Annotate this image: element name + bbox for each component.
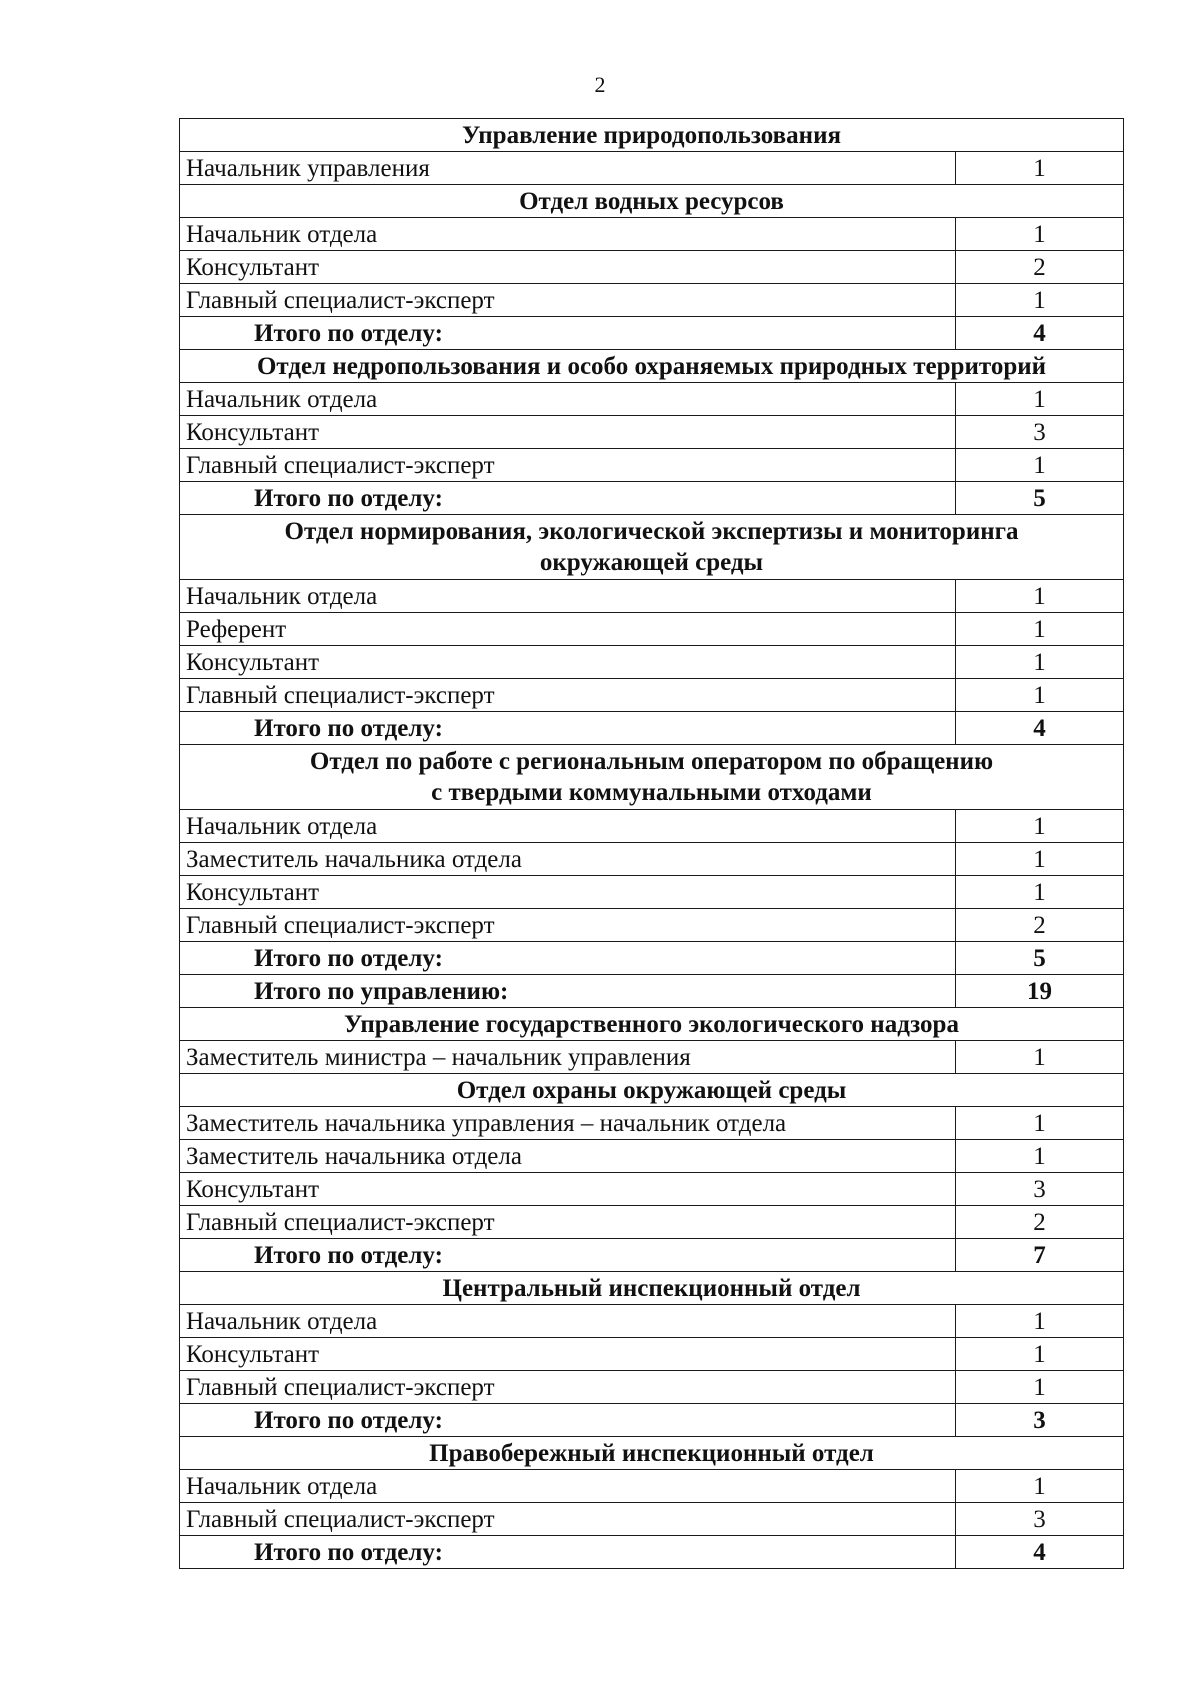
- position-row: [180, 1107, 1124, 1140]
- total-label: Итого по отделу:: [180, 712, 956, 745]
- position-row: [180, 1371, 1124, 1404]
- position-name: Консультант: [180, 876, 956, 909]
- position-name: Консультант: [180, 251, 956, 284]
- position-count: 1: [956, 613, 1124, 646]
- section-header-row: [180, 185, 1124, 218]
- staffing-table-body: [180, 119, 1124, 1569]
- position-row: [180, 1338, 1124, 1371]
- section-title-line: окружающей среды: [539, 549, 764, 576]
- position-count: 3: [956, 1503, 1124, 1536]
- total-label: Итого по отделу:: [180, 317, 956, 350]
- position-count: 1: [956, 1140, 1124, 1173]
- total-count: 3: [956, 1404, 1124, 1437]
- position-count: 1: [956, 580, 1124, 613]
- section-title: [180, 745, 1124, 810]
- section-title: Отдел водных ресурсов: [180, 185, 1124, 218]
- position-name: Главный специалист-эксперт: [180, 679, 956, 712]
- position-name: Главный специалист-эксперт: [180, 449, 956, 482]
- position-count: 1: [956, 1470, 1124, 1503]
- position-row: [180, 1173, 1124, 1206]
- section-title: Центральный инспекционный отдел: [180, 1272, 1124, 1305]
- position-name: Начальник отдела: [180, 218, 956, 251]
- section-header-row: [180, 1074, 1124, 1107]
- section-title: Отдел недропользования и особо охраняемых природных территорий: [180, 350, 1124, 383]
- page-number: 2: [594, 72, 606, 97]
- position-count: 1: [956, 1305, 1124, 1338]
- position-row: [180, 1041, 1124, 1074]
- total-label: Итого по отделу:: [180, 1239, 956, 1272]
- total-count: 5: [956, 942, 1124, 975]
- position-count: 1: [956, 218, 1124, 251]
- total-label: Итого по отделу:: [180, 1536, 956, 1569]
- total-row: [180, 1404, 1124, 1437]
- total-count: 4: [956, 712, 1124, 745]
- section-title-line: с твердыми коммунальными отходами: [431, 779, 872, 806]
- position-count: 2: [956, 1206, 1124, 1239]
- position-name: Начальник отдела: [180, 580, 956, 613]
- total-row: [180, 1536, 1124, 1569]
- position-row: [180, 646, 1124, 679]
- position-row: [180, 1206, 1124, 1239]
- total-count: 7: [956, 1239, 1124, 1272]
- position-count: 1: [956, 383, 1124, 416]
- position-count: 1: [956, 1338, 1124, 1371]
- position-name: Начальник отдела: [180, 810, 956, 843]
- total-label: Итого по отделу:: [180, 1404, 956, 1437]
- section-title: Управление природопользования: [180, 119, 1124, 152]
- position-row: [180, 251, 1124, 284]
- total-count: 4: [956, 1536, 1124, 1569]
- position-name: Начальник управления: [180, 152, 956, 185]
- position-count: 2: [956, 251, 1124, 284]
- total-label: Итого по управлению:: [180, 975, 956, 1008]
- position-name: Главный специалист-эксперт: [180, 1503, 956, 1536]
- position-name: Главный специалист-эксперт: [180, 1371, 956, 1404]
- position-count: 3: [956, 1173, 1124, 1206]
- total-row: [180, 712, 1124, 745]
- position-count: 2: [956, 909, 1124, 942]
- section-title: Отдел охраны окружающей среды: [180, 1074, 1124, 1107]
- position-name: Заместитель начальника отдела: [180, 843, 956, 876]
- position-row: [180, 1470, 1124, 1503]
- section-header-row: [180, 119, 1124, 152]
- position-name: Главный специалист-эксперт: [180, 1206, 956, 1239]
- position-name: Консультант: [180, 1338, 956, 1371]
- position-row: [180, 284, 1124, 317]
- position-count: 1: [956, 449, 1124, 482]
- section-title: [180, 515, 1124, 580]
- position-count: 1: [956, 1371, 1124, 1404]
- position-name: Начальник отдела: [180, 383, 956, 416]
- position-row: [180, 1140, 1124, 1173]
- position-row: [180, 810, 1124, 843]
- total-row: [180, 942, 1124, 975]
- position-count: 1: [956, 284, 1124, 317]
- position-count: 1: [956, 1107, 1124, 1140]
- section-header-row: [180, 1272, 1124, 1305]
- section-header-row: [180, 1437, 1124, 1470]
- position-count: 1: [956, 876, 1124, 909]
- total-label: Итого по отделу:: [180, 482, 956, 515]
- position-count: 1: [956, 152, 1124, 185]
- section-header-row: [180, 745, 1124, 810]
- total-row: [180, 1239, 1124, 1272]
- position-name: Референт: [180, 613, 956, 646]
- position-row: [180, 383, 1124, 416]
- staffing-table: [179, 118, 1124, 1569]
- position-name: Заместитель начальника управления – начальник отдела: [180, 1107, 956, 1140]
- position-row: [180, 449, 1124, 482]
- section-header-row: [180, 515, 1124, 580]
- position-name: Начальник отдела: [180, 1305, 956, 1338]
- total-row: [180, 317, 1124, 350]
- position-row: [180, 909, 1124, 942]
- position-row: [180, 613, 1124, 646]
- position-name: Начальник отдела: [180, 1470, 956, 1503]
- position-count: 1: [956, 843, 1124, 876]
- position-row: [180, 1503, 1124, 1536]
- position-name: Заместитель начальника отдела: [180, 1140, 956, 1173]
- position-row: [180, 876, 1124, 909]
- total-count: 4: [956, 317, 1124, 350]
- position-name: Главный специалист-эксперт: [180, 909, 956, 942]
- section-header-row: [180, 1008, 1124, 1041]
- position-row: [180, 416, 1124, 449]
- total-label: Итого по отделу:: [180, 942, 956, 975]
- position-name: Консультант: [180, 1173, 956, 1206]
- position-name: Главный специалист-эксперт: [180, 284, 956, 317]
- position-row: [180, 843, 1124, 876]
- position-count: 3: [956, 416, 1124, 449]
- section-title: Правобережный инспекционный отдел: [180, 1437, 1124, 1470]
- position-count: 1: [956, 1041, 1124, 1074]
- position-row: [180, 218, 1124, 251]
- total-count: 19: [956, 975, 1124, 1008]
- position-name: Заместитель министра – начальник управления: [180, 1041, 956, 1074]
- position-count: 1: [956, 646, 1124, 679]
- position-name: Консультант: [180, 416, 956, 449]
- position-count: 1: [956, 810, 1124, 843]
- position-row: [180, 1305, 1124, 1338]
- position-row: [180, 580, 1124, 613]
- section-title-line: Отдел нормирования, экологической экспертизы и мониторинга: [284, 518, 1019, 545]
- total-row: [180, 482, 1124, 515]
- section-header-row: [180, 350, 1124, 383]
- section-title: Управление государственного экологического надзора: [180, 1008, 1124, 1041]
- total-count: 5: [956, 482, 1124, 515]
- position-count: 1: [956, 679, 1124, 712]
- total-row: [180, 975, 1124, 1008]
- section-title-line: Отдел по работе с региональным оператором по обращению: [309, 748, 994, 775]
- position-row: [180, 152, 1124, 185]
- position-name: Консультант: [180, 646, 956, 679]
- position-row: [180, 679, 1124, 712]
